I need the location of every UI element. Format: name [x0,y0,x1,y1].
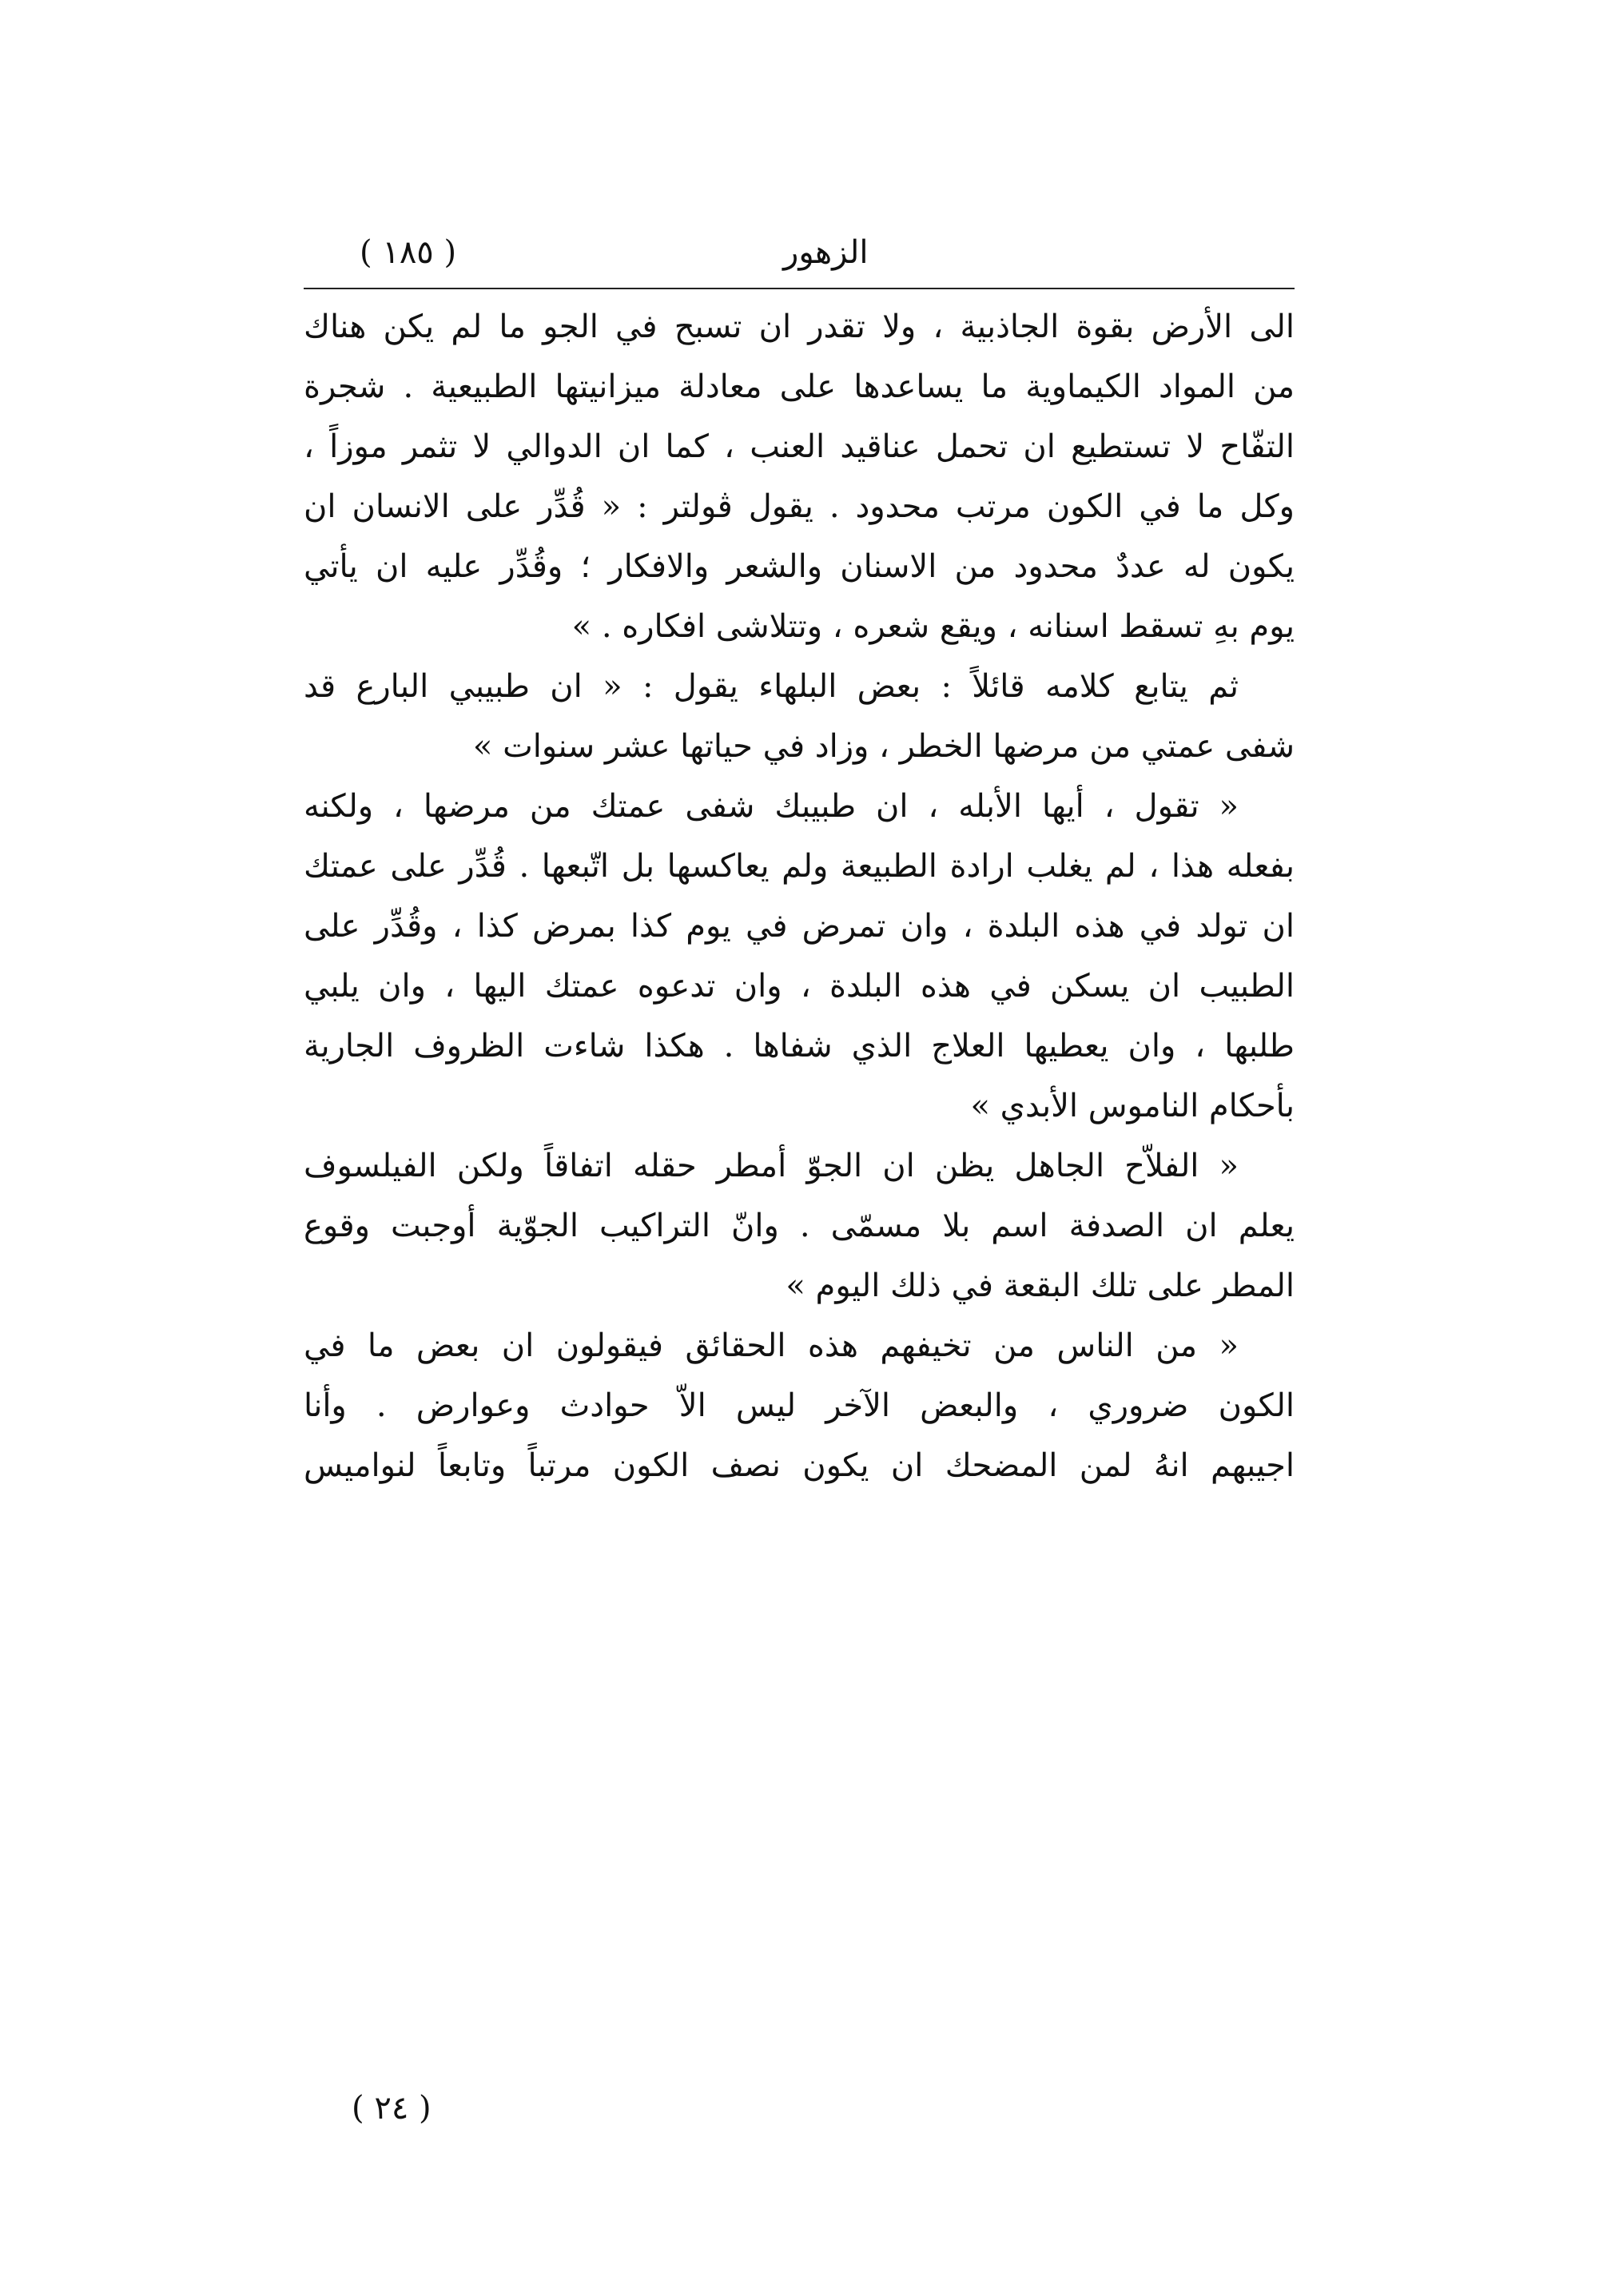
text-line: المطر على تلك البقعة في ذلك اليوم » [786,1267,1295,1304]
header-rule [304,288,1295,289]
text-line: طلبها ، وان يعطيها العلاج الذي شفاها . هكذا شاءت الظروف الجارية [304,1028,1295,1064]
running-title: الزهور [783,234,869,271]
text-line: ان تولد في هذه البلدة ، وان تمرض في يوم كذا بمرض كذا ، وقُدِّر على [304,908,1295,945]
text-line: يكون له عددٌ محدود من الاسنان والشعر والافكار ؛ وقُدِّر عليه ان يأتي [304,548,1295,585]
text-line: من المواد الكيماوية ما يساعدها على معادلة ميزانيتها الطبيعية . شجرة [304,368,1295,405]
text-line: التفّاح لا تستطيع ان تحمل عناقيد العنب ، كما ان الدوالي لا تثمر موزاً ، [304,428,1295,465]
page-number: ( ١٨٥ ) [360,234,457,271]
text-line: الكون ضروري ، والبعض الآخر ليس الاّ حوادث وعوارض . وأنا [304,1387,1295,1424]
text-line: يوم بهِ تسقط اسنانه ، ويقع شعره ، وتتلاشى افكاره . » [571,608,1295,645]
text-line: بأحكام الناموس الأبدي » [970,1088,1295,1124]
text-line: « الفلاّح الجاهل يظن ان الجوّ أمطر حقله اتفاقاً ولكن الفيلسوف [304,1148,1239,1184]
text-line: بفعله هذا ، لم يغلب ارادة الطبيعة ولم يعاكسها بل اتّبعها . قُدِّر على عمتك [304,848,1295,885]
body-text [304,297,1295,1496]
text-line: وكل ما في الكون مرتب محدود . يقول ڤولتر : « قُدِّر على الانسان ان [304,488,1295,525]
text-line: يعلم ان الصدفة اسم بلا مسمّى . وانّ التراكيب الجوّية أوجبت وقوع [304,1208,1295,1244]
text-line: شفى عمتي من مرضها الخطر ، وزاد في حياتها عشر سنوات » [472,728,1295,765]
signature-mark: ( ٢٤ ) [352,2090,432,2127]
text-line: « تقول ، أيها الأبله ، ان طبيبك شفى عمتك من مرضها ، ولكنه [304,788,1239,825]
text-line: اجيبهم انهُ لمن المضحك ان يكون نصف الكون مرتباً وتابعاً لنواميس [304,1447,1295,1484]
text-line: الى الأرض بقوة الجاذبية ، ولا تقدر ان تسبح في الجو ما لم يكن هناك [304,308,1295,345]
text-line: « من الناس من تخيفهم هذه الحقائق فيقولون ان بعض ما في [304,1327,1239,1364]
text-line: ثم يتابع كلامه قائلاً : بعض البلهاء يقول : « ان طبيبي البارع قد [304,668,1239,705]
text-line: الطبيب ان يسكن في هذه البلدة ، وان تدعوه عمتك اليها ، وان يلبي [304,968,1295,1005]
page-header [304,229,1291,285]
